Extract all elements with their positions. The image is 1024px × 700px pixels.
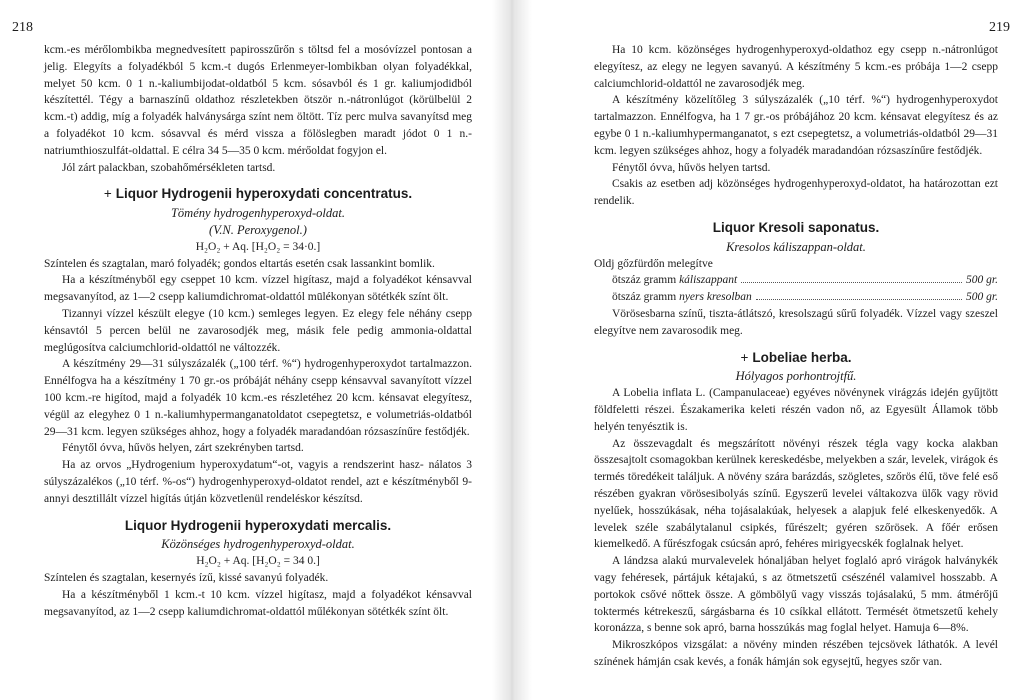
paragraph: Ha 10 kcm. közönséges hydrogenhyperoxyd-oldathoz egy csepp n.-nátronlúgot elegyítesz, az elegy ne legyen savanyú. A készítmény 5 kcm.-es próbája 1—2 csepp calciumchlorid-oldattól ne zavarosodjék meg. [594,44,998,90]
section-title: Liquor Hydrogenii hyperoxydati concentratus. [115,186,413,202]
paragraph: Ha a készítményből 1 kcm.-t 10 kcm. vízzel higítasz, majd a folyadékot kénsavval megsavanyítod, az 1—2 csepp kaliumdichromat-oldattól műlékonyan sötétkék színt ölt. [44,588,472,618]
recipe-amount: 500 gr. [966,274,998,287]
section-title: Liquor Hydrogenii hyperoxydati mercalis. [124,517,392,533]
chemical-formula: H₂O₂ + Aq. [H₂O₂ = 34·0.] [195,240,321,253]
paragraph: Mikroszkópos vizsgálat: a növény minden részében tejcsövek láthatók. A levél színének hámján csak kevés, a fonák hámján sok egysejtű, hegyes szőr van. [594,639,998,668]
paragraph: Csakis az esetben adj közönséges hydrogenhyperoxyd-oldatot, ha határozottan ezt rendelik. [594,178,998,208]
intro-paragraph: kcm.-es mérőlombikba megnedvesített papirosszűrőn s töltsd fel a mosóvízzel pontosan a jelig. Elegyíts a folyadékból 5 kcm.-t dugós Erlenmeyer-lombikban olyan folyadékkal, melyet 50 kcm. 0 1 n.-kaliumbijodat-oldatból 5 kcm. sósavból és 1 gr. kaliumjodidból készítettél. Tégy a barnaszínű oldathoz részletekben ötször n.-nátronlúgot (körülbelül 2 kcm.-t) addig, míg a folyadék halványsárga színt nem öltött. Tíz perc mulva savanyítsd meg a folyadékot 10 kcm. sósavval és mérd vissza a fölöslegben maradt jódot 0 1 n.-natriumthioszulfát-oldattal. E célra 34 5—35 0 kcm. mérőoldat fogyjon el. [44,44,472,157]
section-subtitle: Hólyagos porhontrojtfű. [735,369,857,384]
right-column [594,42,998,671]
recipe-ingredient: nyers kresolban [679,291,752,304]
paragraph: Az összevagdalt és megszárított növényi részek tégla vagy kocka alakban összesajtolt csomagokban kerülnek kereskedésbe, melyekben a szár, levelek, virágok és termés töredékeit találjuk. A növény szára barázdás, szögletes, szőrös élű, töve felé eső részében gyakran vörösesibolyás színű. Egyszerű levelei váltakozva ülők vagy rövid nyelűek, hosszúkásak, néha tojásalakúak, helyesek a alapjuk felé elkeskenyedők. A levelek széle szabálytalanul csipkés, fűrészelt; gyéren szőrösek. A főér erősen kiemelkedő. A fűrészfogak csúcsán apró, fehéres mirigyecskék foglalnak helyet. [594,437,998,551]
recipe-quantity: ötszáz gramm [612,274,677,287]
left-column [44,42,472,620]
section-title: Liquor Kresoli saponatus. [712,219,880,235]
paragraph: A Lobelia inflata L. (Campanulaceae) egyéves növénynek virágzás idején gyűjtött földfeletti részei. Északamerika keleti részén vadon nő, az Egyesült Államok több helyén tenyésztik is. [594,387,998,433]
paragraph: A készítmény 29—31 súlyszázalék („100 térf. %“) hydrogenhyperoxydot tartalmazzon. Ennélfogva ha a készítmény 1 70 gr.-os próbáját néhány csepp kénsavval savanyított vízzel 100 kcm.-re higítod, majd a folyadék 10 kcm.-es részletéhez 20 kcm. kénsavat elegyítesz, végül az elegyhez 0 1 n.-kaliumhypermanganatoldatot csepegtetsz, e volumetriás-oldatból 29—31 kcm. legyen szükséges ahhoz, hogy a folyadék maradandóan rózsaszínűre festődjék. [44,358,472,438]
paragraph: Ha a készítményből egy cseppet 10 kcm. vízzel higítasz, majd a folyadékot kénsavval megsavanyítod, az 1—2 csepp kaliumdichromat-oldattól mūlékonyan sötétkék színt ölt. [44,274,472,304]
recipe-lead: Oldj gőzfürdőn melegítve [594,257,713,270]
section-title: Lobeliae herba. [752,349,852,365]
paragraph: Színtelen és szagtalan, maró folyadék; gondos eltartás esetén csak lassankint bomlik. [44,257,435,270]
page-number-left: 218 [12,20,33,35]
paragraph: A készítmény közelítőleg 3 súlyszázalék („10 térf. %“) hydrogenhyperoxydot tartalmazzon. Ennélfogva, ha 1 7 gr.-os próbájához 20 kcm. kénsavat elegyítesz és az egybe 0 1 n.-kaliumhypermanganatot, s ezt csepegtetsz, a volumetriás-oldatból 29—31 kcm. legyen szükséges ahhoz, hogy a folyadék maradandóan rózsaszínűre festődjék. [594,94,998,157]
paragraph: Fénytől óvva, hűvös helyen, zárt szekrényben tartsd. [62,442,304,455]
paragraph: Vörösesbarna színű, tiszta-átlátszó, kresolszagú sűrű folyadék. Vízzel vagy szeszel elegyítve nem zavarosodik meg. [594,307,998,337]
cross-icon: + [103,186,112,202]
section-subtitle: Tömény hydrogenhyperoxyd-oldat. [170,206,346,221]
recipe-row [594,272,998,289]
storage-line: Jól zárt palackban, szobahőmérsékleten tartsd. [62,161,276,174]
section-subtitle: Közönséges hydrogenhyperoxyd-oldat. [161,537,355,552]
chemical-formula: H₂O₂ + Aq. [H₂O₂ = 34 0.] [196,555,320,568]
paragraph: Ha az orvos „Hydrogenium hyperoxydatum“-ot, vagyis a rendszerint hasz- nálatos 3 súlyszázalékos („10 térf. %-os“) hydrogenhyperoxyd-oldatot rendel, azt e készítményből 9-annyi desztillált vízzel higítás útján közvetlenül rendeléskor készítsd. [44,459,472,505]
cross-icon: + [740,349,749,365]
paragraph: Színtelen és szagtalan, kesernyés ízű, kissé savanyú folyadék. [44,571,329,584]
section-heading [594,350,998,367]
recipe-row [594,289,998,306]
section-synonym: (V.N. Peroxygenol.) [209,222,307,237]
recipe-quantity: ötszáz gramm [612,291,677,304]
page-number-right: 219 [989,20,1010,35]
section-heading [44,186,472,203]
section-subtitle: Kresolos káliszappan-oldat. [726,239,866,254]
right-page [512,0,1024,700]
leader-dots [741,282,962,283]
paragraph: Tizannyi vízzel készült elegye (10 kcm.) semleges legyen. Ez elegy fele néhány csepp kénsavtól 5 percen belül ne zavarosodjék meg, másik fele pedig ammonia-oldattal meglúgosítva calciumchlorid-oldattól ne változzék. [44,307,472,354]
paragraph: A lándzsa alakú murvalevelek hónaljában helyet foglaló apró virágok halványkék vagy fehéresek, pártájuk kétajakú, s az ötmetszetű csészénél valamivel hosszabb. A portokok csővé nőttek össze. A gömbölyű vagy visszás tojásalakú, 5 mm. átmérőjű toktermés kétrekeszű, sárgásbarna és 10 csíkkal ellátott. Termését ötmetszetű kehely koronázza, s benne sok apró, barna hosszúkás mag foglal helyet. Hamuja 6—8%. [594,555,998,635]
leader-dots [756,299,962,300]
recipe-amount: 500 gr. [966,291,998,304]
recipe-ingredient: káliszappant [679,274,738,287]
paragraph: Fénytől óvva, hűvös helyen tartsd. [612,161,771,174]
